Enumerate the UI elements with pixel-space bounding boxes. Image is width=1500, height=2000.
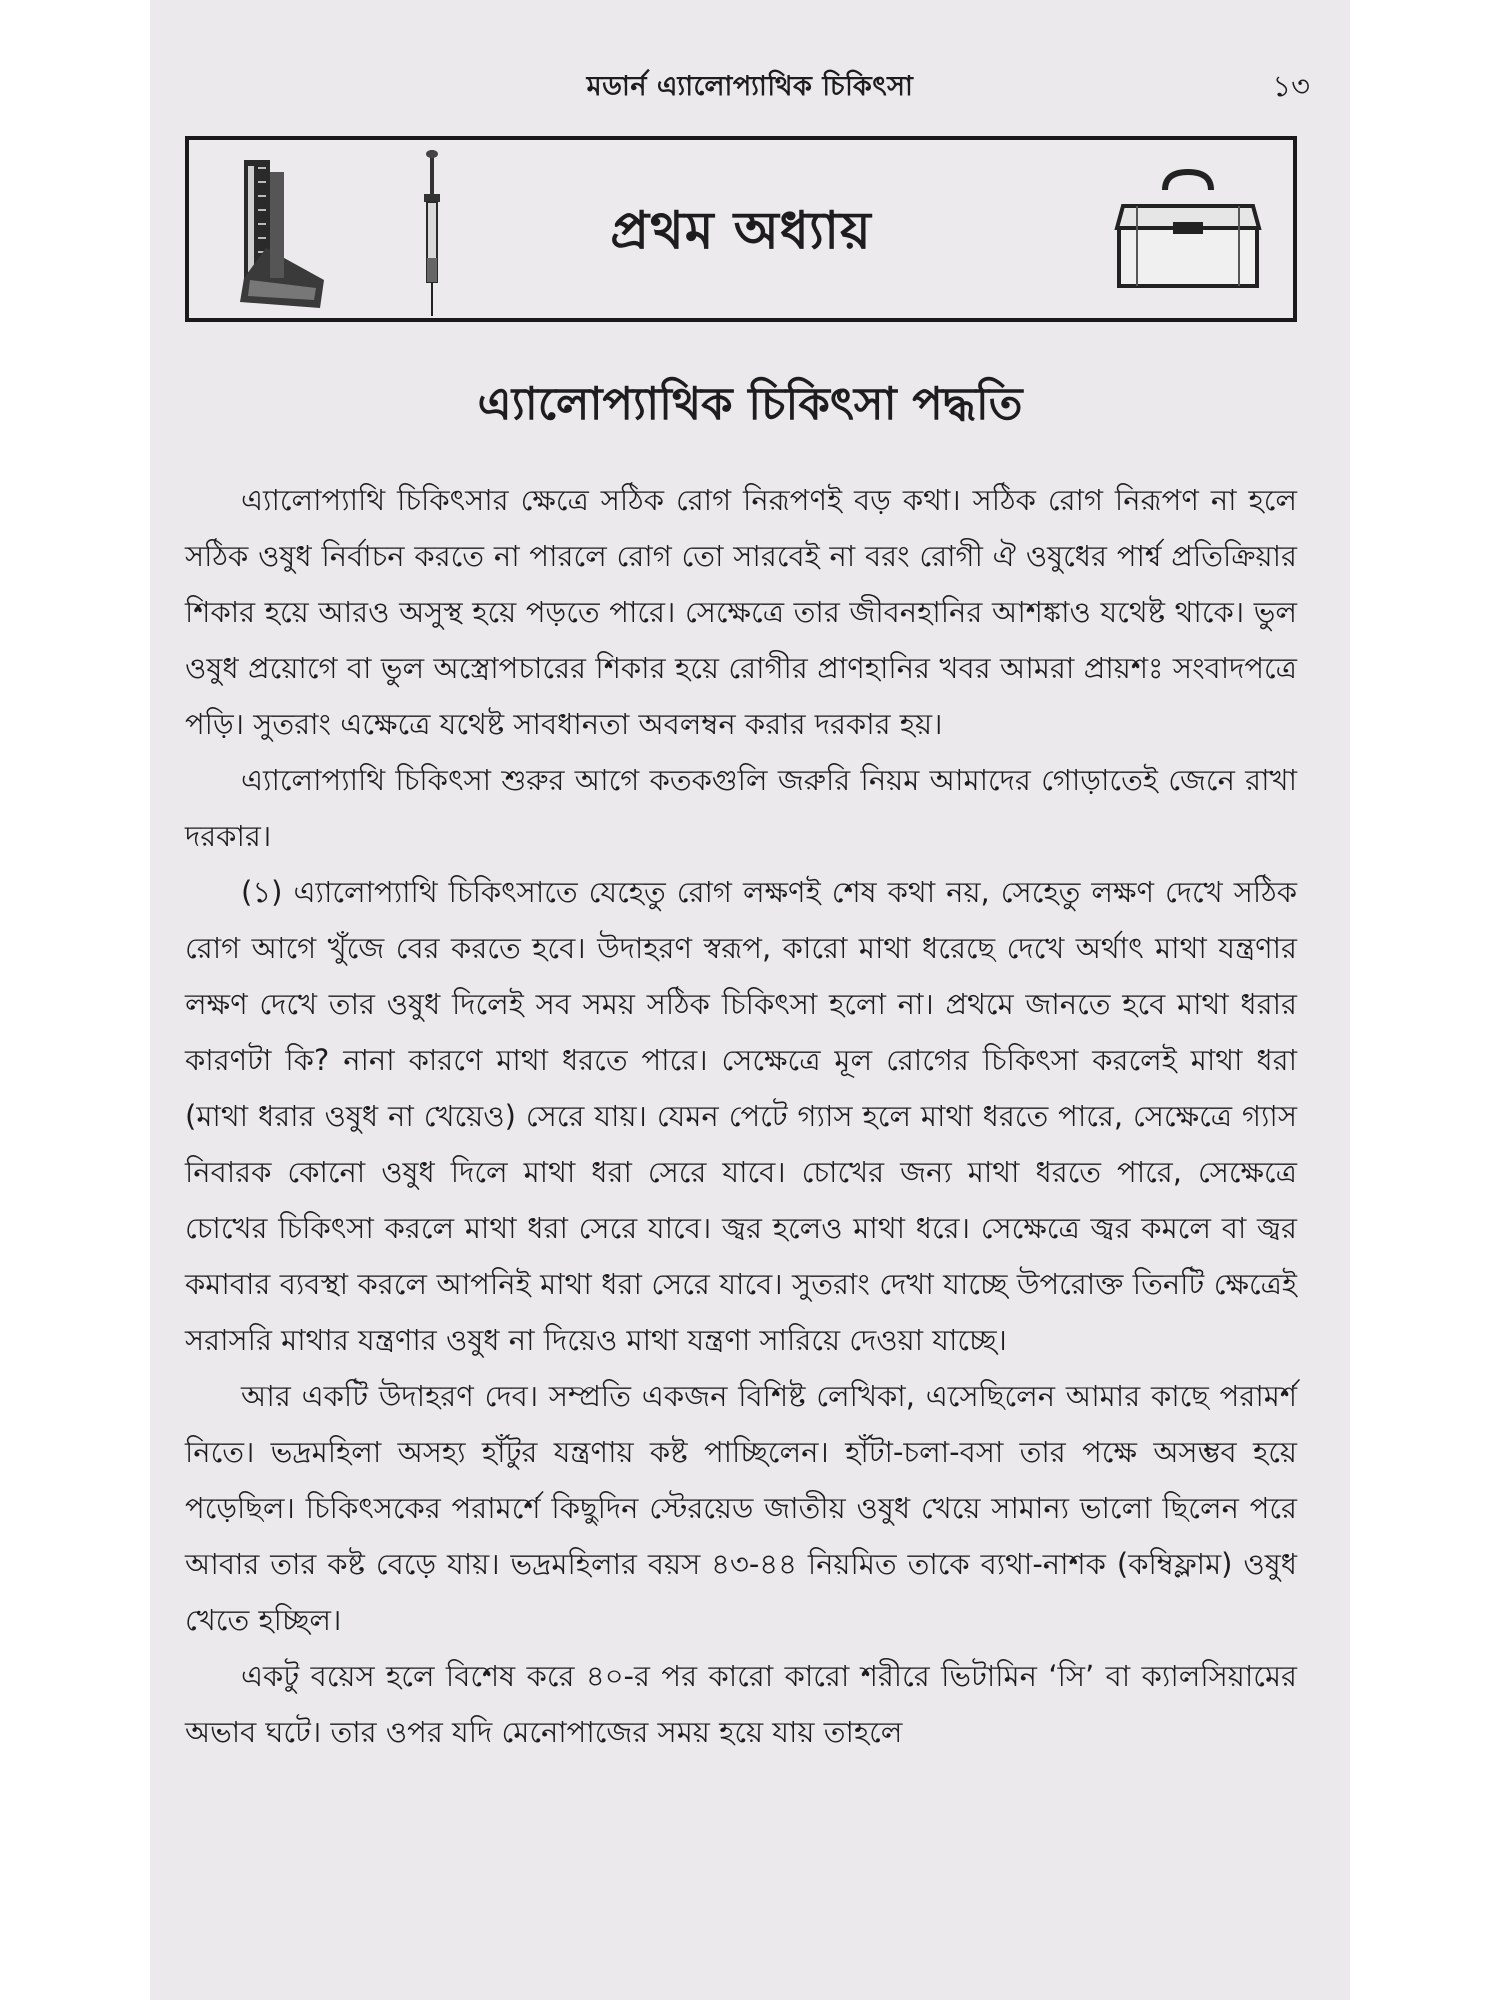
book-page bbox=[150, 0, 1350, 2000]
chapter-heading-box bbox=[185, 136, 1297, 322]
running-title: মডার্ন এ্যালোপ্যাথিক চিকিৎসা bbox=[586, 71, 914, 102]
section-title: এ্যালোপ্যাথিক চিকিৎসা পদ্ধতি bbox=[477, 377, 1023, 430]
running-header bbox=[150, 58, 1350, 108]
paragraph-5: একটু বয়েস হলে বিশেষ করে ৪০-র পর কারো কারো শরীরে ভিটামিন ‘সি’ বা ক্যালসিয়ামের অভাব ঘটে। তার ওপর যদি মেনোপাজের সময় হয়ে যায় তাহলে bbox=[185, 1659, 1297, 1749]
paragraph-2: এ্যালোপ্যাথি চিকিৎসা শুরুর আগে কতকগুলি জরুরি নিয়ম আমাদের গোড়াতেই জেনে রাখা দরকার। bbox=[185, 763, 1297, 853]
page-number: ১৩ bbox=[1272, 69, 1310, 103]
chapter-title: প্রথম অধ্যায় bbox=[610, 201, 872, 261]
medical-bag-icon bbox=[1113, 166, 1263, 292]
body-text bbox=[185, 472, 1297, 1760]
paragraph-3: (১) এ্যালোপ্যাথি চিকিৎসাতে যেহেতু রোগ লক্ষণই শেষ কথা নয়, সেহেতু লক্ষণ দেখে সঠিক রোগ আগে খুঁজে বের করতে হবে। উদাহরণ স্বরূপ, কারো মাথা ধরেছে দেখে অর্থাৎ মাথা যন্ত্রণার লক্ষণ দেখে তার ওষুধ দিলেই সব সময় সঠিক চিকিৎসা হলো না। প্রথমে জানতে হবে মাথা ধরার কারণটা কি? নানা কারণে মাথা ধরতে পারে। সেক্ষেত্রে মূল রোগের চিকিৎসা করলেই মাথা ধরা (মাথা ধরার ওষুধ না খেয়েও) সেরে যায়। যেমন পেটে গ্যাস হলে মাথা ধরতে পারে, সেক্ষেত্রে গ্যাস নিবারক কোনো ওষুধ দিলে মাথা ধরা সেরে যাবে। চোখের জন্য মাথা ধরতে পারে, সেক্ষেত্রে চোখের চিকিৎসা করলে মাথা ধরা সেরে যাবে। জ্বর হলেও মাথা ধরে। সেক্ষেত্রে জ্বর কমলে বা জ্বর কমাবার ব্যবস্থা করলে আপনিই মাথা ধরা সেরে যাবে। সুতরাং দেখা যাচ্ছে উপরোক্ত তিনটি ক্ষেত্রেই সরাসরি মাথার যন্ত্রণার ওষুধ না দিয়েও মাথা যন্ত্রণা সারিয়ে দেওয়া যাচ্ছে। bbox=[185, 875, 1297, 1357]
paragraph-4: আর একটি উদাহরণ দেব। সম্প্রতি একজন বিশিষ্ট লেখিকা, এসেছিলেন আমার কাছে পরামর্শ নিতে। ভদ্রমহিলা অসহ্য হাঁটুর যন্ত্রণায় কষ্ট পাচ্ছিলেন। হাঁটা-চলা-বসা তার পক্ষে অসম্ভব হয়ে পড়েছিল। চিকিৎসকের পরামর্শে কিছুদিন স্টেরয়েড জাতীয় ওষুধ খেয়ে সামান্য ভালো ছিলেন পরে আবার তার কষ্ট বেড়ে যায়। ভদ্রমহিলার বয়স ৪৩-৪৪ নিয়মিত তাকে ব্যথা-নাশক (কম্বিফ্লাম) ওষুধ খেতে হচ্ছিল। bbox=[185, 1379, 1297, 1637]
paragraph-1: এ্যালোপ্যাথি চিকিৎসার ক্ষেত্রে সঠিক রোগ নিরূপণই বড় কথা। সঠিক রোগ নিরূপণ না হলে সঠিক ওষুধ নির্বাচন করতে না পারলে রোগ তো সারবেই না বরং রোগী ঐ ওষুধের পার্শ্ব প্রতিক্রিয়ার শিকার হয়ে আরও অসুস্থ হয়ে পড়তে পারে। সেক্ষেত্রে তার জীবনহানির আশঙ্কাও যথেষ্ট থাকে। ভুল ওষুধ প্রয়োগে বা ভুল অস্ত্রোপচারের শিকার হয়ে রোগীর প্রাণহানির খবর আমরা প্রায়শঃ সংবাদপত্রে পড়ি। সুতরাং এক্ষেত্রে যথেষ্ট সাবধানতা অবলম্বন করার দরকার হয়। bbox=[185, 483, 1297, 741]
